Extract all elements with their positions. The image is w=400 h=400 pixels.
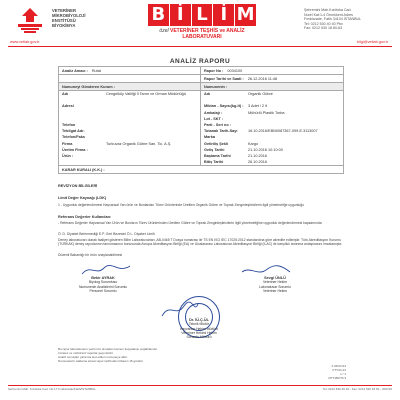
revision-heading: REVİZYON BİLGİLERİ xyxy=(58,184,98,188)
accreditation-text: Deney laboratuvarı olarak faaliyet gösteren Bilim Laboratuvarları, AB-0465 T Dosya numarası ile TS EN ISO IEC 17025:2012 standardına göre akredite edilmiştir. Türk Akreditasyon Kurumu (TÜRKAK) deney raporlarının tanınmasının konusunda Avrupa Akreditasyon Birliği (EA) ve Uluslararası Laboratuvar Akreditasyon Birliği (ILAC) ile karşılıklı tanınma anlaşmasını imzalamıştır. xyxy=(58,238,343,247)
footnote: İmzasız ve mühürsüz raporlar geçersizdir. xyxy=(58,350,114,355)
sample-key: Miktarı - Sayısı(kg-lt) : xyxy=(204,104,244,109)
address-line: Fındıkzade, Fatih 34104 İSTANBUL xyxy=(304,17,362,22)
brand-letter: M xyxy=(236,4,255,25)
signer-role: Teknik Müdür xyxy=(188,322,210,327)
sender-key: Tebligat Adr. xyxy=(62,129,85,134)
brand-sub-main: VETERİNER TEŞHİS ve ANALİZ LABORATUVARI xyxy=(170,28,245,40)
signature-scribble-3 xyxy=(160,300,200,320)
sample-key: Getiriliş Şekli xyxy=(204,141,229,146)
signature-block xyxy=(240,276,310,293)
form-cell xyxy=(59,83,201,90)
form-cell xyxy=(59,75,201,82)
header-address xyxy=(304,8,382,31)
address-line: Nurel Kat:1-4 Örnekkent Adres xyxy=(304,12,353,17)
footer-bar xyxy=(8,385,392,393)
brand-subtitle xyxy=(140,28,264,40)
address-line: Fax: 0212 530 18 60-63 xyxy=(304,26,343,31)
form-cell xyxy=(59,67,201,74)
institute-title xyxy=(52,8,122,28)
institute-line: ENSTİTÜSÜ xyxy=(52,18,76,23)
form-code: F 08.01/13 xyxy=(331,364,346,368)
report-header xyxy=(0,0,400,48)
report-no-value: 0034100 xyxy=(227,68,243,73)
sample-value: 21.10.2016 10:10:00 xyxy=(248,147,283,152)
form-details xyxy=(58,91,344,166)
brand-sub-prefix: özel xyxy=(159,28,169,34)
sample-key: Parti - Seri no : xyxy=(204,123,232,128)
report-date-value: 26.12.2016 11:48 xyxy=(247,76,278,81)
sender-row xyxy=(59,153,200,159)
report-form xyxy=(58,66,344,174)
form-row xyxy=(58,83,344,91)
institute-line: VETERİNER xyxy=(52,8,76,13)
sender-key: Adresi xyxy=(62,104,74,109)
sample-key: Adı xyxy=(204,92,211,97)
signer-role: Veteriner Hekim xyxy=(262,280,288,285)
institute-line: BİYOKİMYA xyxy=(52,23,76,28)
footnote: Analiz sonuçları yalnızca test edilen numuneye aittir. xyxy=(58,354,128,359)
sender-key: Üretim Firma : xyxy=(62,147,88,152)
brand-letter: İ xyxy=(170,4,191,26)
brand-letter: B xyxy=(148,4,169,26)
signer-name: Sevgi ÜNLÜ xyxy=(264,276,286,280)
sender-key: Firma xyxy=(62,141,73,146)
method-heading: Limit Değer Kaynağı (LDK) xyxy=(58,196,107,200)
footer-contact: Tel: 0212 530 40 40 - Fax: 0212 530 18 60 - 206720 xyxy=(322,387,392,391)
footer-address: Şehremini Mah. Kızıltoka Cad. No:17 Fındıkzade/Fatih/İSTANBUL xyxy=(8,387,96,391)
sample-value: Organik Gübre xyxy=(248,92,273,97)
sample-section-label: Numunenin : xyxy=(204,84,228,89)
signer-role: Numunenin Analizlerini Sorumlu xyxy=(78,284,128,289)
page-title: ANALİZ RAPORU xyxy=(169,58,231,65)
sample-key: Lot - SKT : xyxy=(204,116,224,121)
sample-details xyxy=(201,91,343,165)
sender-key: Telefon/Faks xyxy=(62,135,85,140)
sample-value: 3 Adet / 2 lt xyxy=(248,104,267,109)
form-cell xyxy=(59,166,343,173)
sample-value: Kargo xyxy=(248,141,259,146)
signature-block xyxy=(68,276,138,293)
copy-notice: Düzenli Bakanlığı bir ürün onaylanabilmesi xyxy=(58,253,123,257)
signer-role: Sorumlu Müdürü xyxy=(186,335,212,340)
signer-name: Bekir AYRAK xyxy=(91,276,115,280)
email-link[interactable]: bilgi@vetlab.gov.tr xyxy=(356,40,388,44)
institute-line: MİKROBİYOLOJİ xyxy=(52,13,86,18)
sender-value: Cengelköy Valiliği İl Tarım ve Orman Müdürlüğü xyxy=(106,92,186,97)
sample-value: Mühürlü Plastik Torba xyxy=(248,110,285,115)
sample-key: Bitiş Tarihi xyxy=(204,160,224,165)
sample-value: 21.10.2016 xyxy=(248,153,268,158)
sample-key: Başlama Tarihi xyxy=(204,153,231,158)
signer-role: Laboratuvar Sorumlu xyxy=(259,284,291,289)
decision-rule-label: KARAR KURALI (K.K.) : xyxy=(62,167,105,172)
signer-role: Veteriner Hekim xyxy=(262,288,288,293)
sender-key: Telefon xyxy=(62,123,76,128)
header-divider xyxy=(8,46,392,47)
signer-role: Personel Sorumlu xyxy=(89,288,117,293)
method-text: 1 - Uygunluk değerlendirmesi Hayvansal Yan ürün ve Bunlardan Türev Ürünlerinde Üretilen Organik Gübre ve Toprak Zenginleştiricilerin ilgili yönetmeliğe uygunluğu xyxy=(58,203,305,207)
form-cell xyxy=(201,83,343,90)
sample-value: 16.10.2016/EBN0087367-099-E.3113007 xyxy=(248,129,318,134)
analysis-purpose-label: Analiz Amacı : xyxy=(62,68,88,73)
ministry-logo xyxy=(12,6,48,36)
sample-key: Marka xyxy=(204,135,215,140)
signer-name: Dr. İÜ.Ç.ÜL xyxy=(189,318,209,322)
form-code: FTT.01.01 xyxy=(332,368,346,372)
footnote: Bu rapor laboratuvarın yazılı izni olmadan kısmen kopyalanıp çoğaltılamaz. xyxy=(58,347,158,351)
footnotes xyxy=(58,348,344,364)
reference-text: - Referans Değerler Hayvansal Yan Ürün ve Bunların Türev Ürünlerinden Üretilen Gübre ve Toprak Zenginleştiricilerin ilgili yönetmeliğine uygunluk değerlendirmesi kapsamında xyxy=(58,221,322,225)
form-row xyxy=(58,166,344,174)
sender-details xyxy=(59,91,201,165)
sign-legend: Ö. D. Diyabet Belenmediği E.P. Geri Bezesini Ö.L. Diyabet Limiti xyxy=(58,232,155,236)
sender-value: Turkuvaz Organik Gübre San. Tic. A.Ş. xyxy=(106,141,172,146)
signer-role: Veteriner Hekimi Hekim xyxy=(181,330,217,335)
signer-role: Hayvanlar Hekim Müdürü xyxy=(179,326,219,331)
reference-heading: Referans Değerler Kullanılan: xyxy=(58,215,112,219)
sample-value: 26.10.2016 xyxy=(248,160,268,165)
form-cell xyxy=(201,75,343,82)
signature-block xyxy=(164,318,234,339)
footnote: Numunelerin saklama süresi rapor tarihinden itibaren 15 gündür. xyxy=(58,358,144,363)
sender-key: Adı xyxy=(62,92,69,97)
report-date-label: Rapor Tarihi ve Saati : xyxy=(204,76,244,81)
form-cell xyxy=(201,67,343,74)
sample-key: Tutanak Tarih-Sayı xyxy=(204,129,238,134)
address-line: Tel: 0212 530 40 40 Pbx xyxy=(304,21,343,26)
signer-role: Biyolog Sorumlusu xyxy=(88,280,118,285)
website-link[interactable]: www.vetlab.gov.tr xyxy=(10,40,40,44)
brand-letter: İ xyxy=(213,4,234,26)
sample-key: Geliş Tarihi xyxy=(204,147,225,152)
report-no-label: Rapor No : xyxy=(204,68,224,73)
form-row xyxy=(58,66,344,75)
brand-logo xyxy=(148,4,256,26)
brand-letter: L xyxy=(192,4,213,26)
analysis-purpose-value: Rutat xyxy=(91,68,101,73)
sample-key: Ambalajı : xyxy=(204,110,223,115)
sender-section-label: Numuneyi Gönderen Kurum : xyxy=(62,84,115,89)
sender-key: Ürün : xyxy=(62,153,74,158)
form-codes xyxy=(306,364,346,380)
page-number: 1 / 1 xyxy=(340,372,346,376)
form-code: FPT.MD/TF.3 xyxy=(328,376,346,380)
form-row xyxy=(58,75,344,83)
address-line: Şehremini Mah.Kızıltoka Cad. xyxy=(304,8,352,12)
sample-row xyxy=(201,159,343,165)
